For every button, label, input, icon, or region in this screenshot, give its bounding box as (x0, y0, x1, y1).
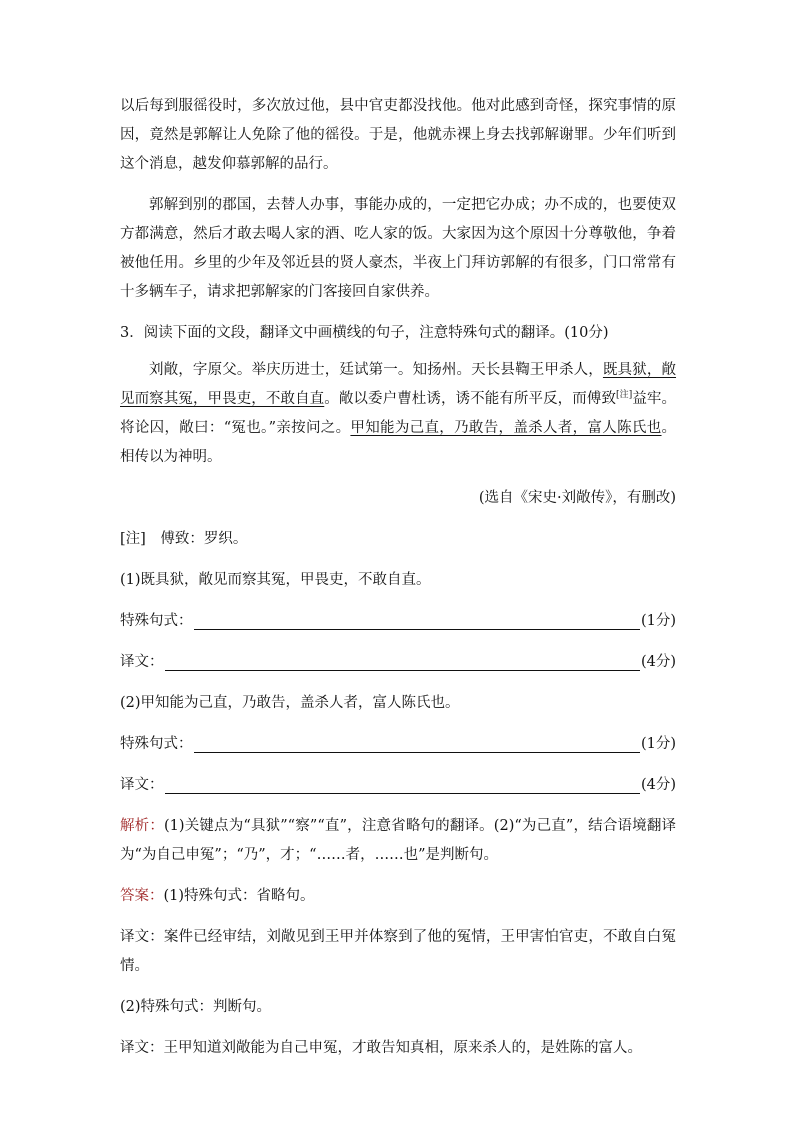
q1-translation-blank[interactable] (165, 650, 640, 671)
q1-translation-row (120, 648, 676, 677)
q2-pattern-score: (1分) (640, 736, 676, 752)
q1-translation-score: (4分) (640, 654, 676, 670)
answer-label: 答案： (120, 888, 164, 904)
q1-pattern-row (120, 607, 676, 636)
note-marker: [注] (616, 390, 633, 401)
q1-pattern-blank[interactable] (194, 609, 640, 630)
q2-pattern-row (120, 730, 676, 759)
q2-translation-row (120, 771, 676, 800)
passage-paragraph (120, 356, 676, 472)
answer-1-pattern (120, 882, 676, 911)
answer-2-translation: 译文：王甲知道刘敞能为自己申冤，才敢告知真相，原来杀人的，是姓陈的富人。 (120, 1040, 642, 1056)
q2-translation-blank[interactable] (165, 773, 640, 794)
passage-text-3: 益牢。将论囚，敞曰：“冤也。”亲按问之。 (120, 391, 677, 436)
q2-pattern-blank[interactable] (194, 732, 640, 753)
source-citation: (选自《宋史·刘敞传》，有删改) (478, 490, 676, 506)
passage-text-1: 刘敞，字原父。举庆历进士，廷试第一。知扬州。天长县鞫王甲杀人， (149, 362, 603, 378)
q1-pattern-label: 特殊句式： (120, 613, 193, 629)
question-2-sentence: (2)甲知能为己直，乃敢告，盖杀人者，富人陈氏也。 (120, 695, 460, 711)
passage-text-4: 。相传以为神明。 (120, 420, 677, 465)
q1-pattern-score: (1分) (640, 613, 676, 629)
question-1-sentence: (1)既具狱，敞见而察其冤，甲畏吏，不敢自直。 (120, 572, 431, 588)
underlined-sentence-1: 既具狱，敞见而察其冤，甲畏吏，不敢自直 (120, 362, 677, 407)
question-3-title: 3．阅读下面的文段，翻译文中画横线的句子，注意特殊句式的翻译。(10分) (120, 325, 609, 341)
document-page (120, 92, 676, 1063)
analysis-block (120, 812, 676, 870)
q2-translation-label: 译文： (120, 777, 164, 793)
answer-1-translation: 译文：案件已经审结，刘敞见到王甲并体察到了他的冤情，王甲害怕官吏，不敢自白冤情。 (120, 929, 676, 974)
analysis-text: (1)关键点为“具狱”“察”“直”，注意省略句的翻译。(2)“为己直”，结合语境翻译为“为自己申冤”；“乃”，才；“……者，……也”是判断句。 (120, 818, 676, 863)
annotation-note: [注] 傅致：罗织。 (120, 531, 248, 547)
answer-1-pattern-text: (1)特殊句式：省略句。 (163, 888, 315, 904)
intro-paragraph-2: 郭解到别的郡国，去替人办事，事能办成的，一定把它办成；办不成的，也要使双方都满意，然后才敢去喝人家的酒、吃人家的饭。大家因为这个原因十分尊敬他，争着被他任用。乡里的少年及邻近县的贤人豪杰，半夜上门拜访郭解的有很多，门口常常有十多辆车子，请求把郭解家的门客接回自家供养。 (120, 197, 676, 300)
answer-2-pattern: (2)特殊句式：判断句。 (120, 999, 272, 1015)
q2-pattern-label: 特殊句式： (120, 736, 193, 752)
q2-translation-score: (4分) (640, 777, 676, 793)
analysis-label: 解析： (120, 818, 164, 834)
q1-translation-label: 译文： (120, 654, 164, 670)
intro-paragraph-1: 以后每到服徭役时，多次放过他，县中官吏都没找他。他对此感到奇怪，探究事情的原因，竟然是郭解让人免除了他的徭役。于是，他就赤裸上身去找郭解谢罪。少年们听到这个消息，越发仰慕郭解的品行。 (120, 98, 676, 172)
underlined-sentence-2: 甲知能为己直，乃敢告，盖杀人者，富人陈氏也 (350, 420, 662, 436)
passage-text-2: 。敞以委户曹杜诱，诱不能有所平反，而傅致 (324, 391, 617, 407)
